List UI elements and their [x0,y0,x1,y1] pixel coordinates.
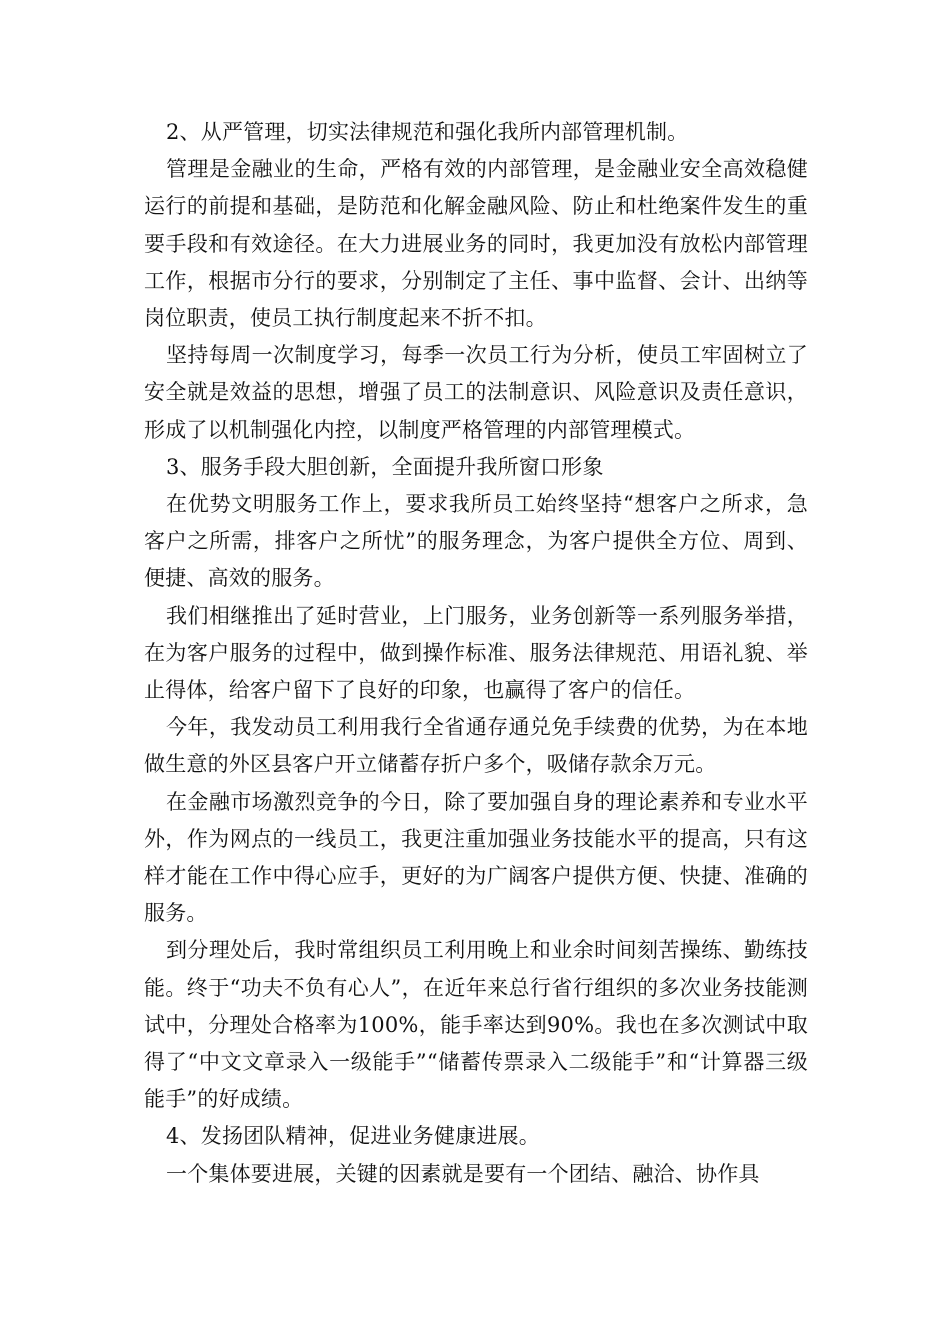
paragraph-skill-training: 到分理处后，我时常组织员工利用晚上和业余时间刻苦操练、勤练技能。终于“功夫不负有心人”，在近年来总行省行组织的多次业务技能测试中，分理处合格率为100%，能手率达到90%。我也在多次测试中取得了“中文文章录入一级能手”“储蓄传票录入二级能手”和“计算器三级能手”的好成绩。 [144,938,808,1112]
paragraph-management: 管理是金融业的生命，严格有效的内部管理，是金融业安全高效稳健运行的前提和基础，是防范和化解金融风险、防止和杜绝案件发生的重要手段和有效途径。在大力进展业务的同时，我更加没有放松内部管理工作，根据市分行的要求，分别制定了主任、事中监督、会计、出纳等岗位职责，使员工执行制度起来不折不扣。 [144,157,808,331]
section-heading-4: 4、发扬团队精神，促进业务健康进展。 [166,1124,540,1149]
paragraph-service-measures: 我们相继推出了延时营业，上门服务，业务创新等一系列服务举措，在为客户服务的过程中，做到操作标准、服务法律规范、用语礼貌、举止得体，给客户留下了良好的印象，也赢得了客户的信任。 [144,603,808,703]
paragraph-weekly-study: 坚持每周一次制度学习，每季一次员工行为分析，使员工牢固树立了安全就是效益的思想，增强了员工的法制意识、风险意识及责任意识，形成了以机制强化内控，以制度严格管理的内部管理模式。 [144,343,808,442]
section-heading-2: 2、从严管理，切实法律规范和强化我所内部管理机制。 [166,120,689,144]
section-heading-3: 3、服务手段大胆创新，全面提升我所窗口形象 [166,454,604,479]
paragraph-service-quality: 在优势文明服务工作上，要求我所员工始终坚持“想客户之所求，急客户之所需，排客户之所忧”的服务理念，为客户提供全方位、周到、便捷、高效的服务。 [144,492,808,591]
document-body [144,114,808,1193]
paragraph-team: 一个集体要进展，关键的因素就是要有一个团结、融洽、协作具 [166,1161,760,1186]
paragraph-skill-improvement: 在金融市场激烈竞争的今日，除了要加强自身的理论素养和专业水平外，作为网点的一线员工，我更注重加强业务技能水平的提高，只有这样才能在工作中得心应手，更好的为广阔客户提供方便、快捷、准确的服务。 [144,789,808,926]
paragraph-savings-accounts: 今年，我发动员工利用我行全省通存通兑免手续费的优势，为在本地做生意的外区县客户开立储蓄存折户多个，吸储存款余万元。 [144,715,808,777]
